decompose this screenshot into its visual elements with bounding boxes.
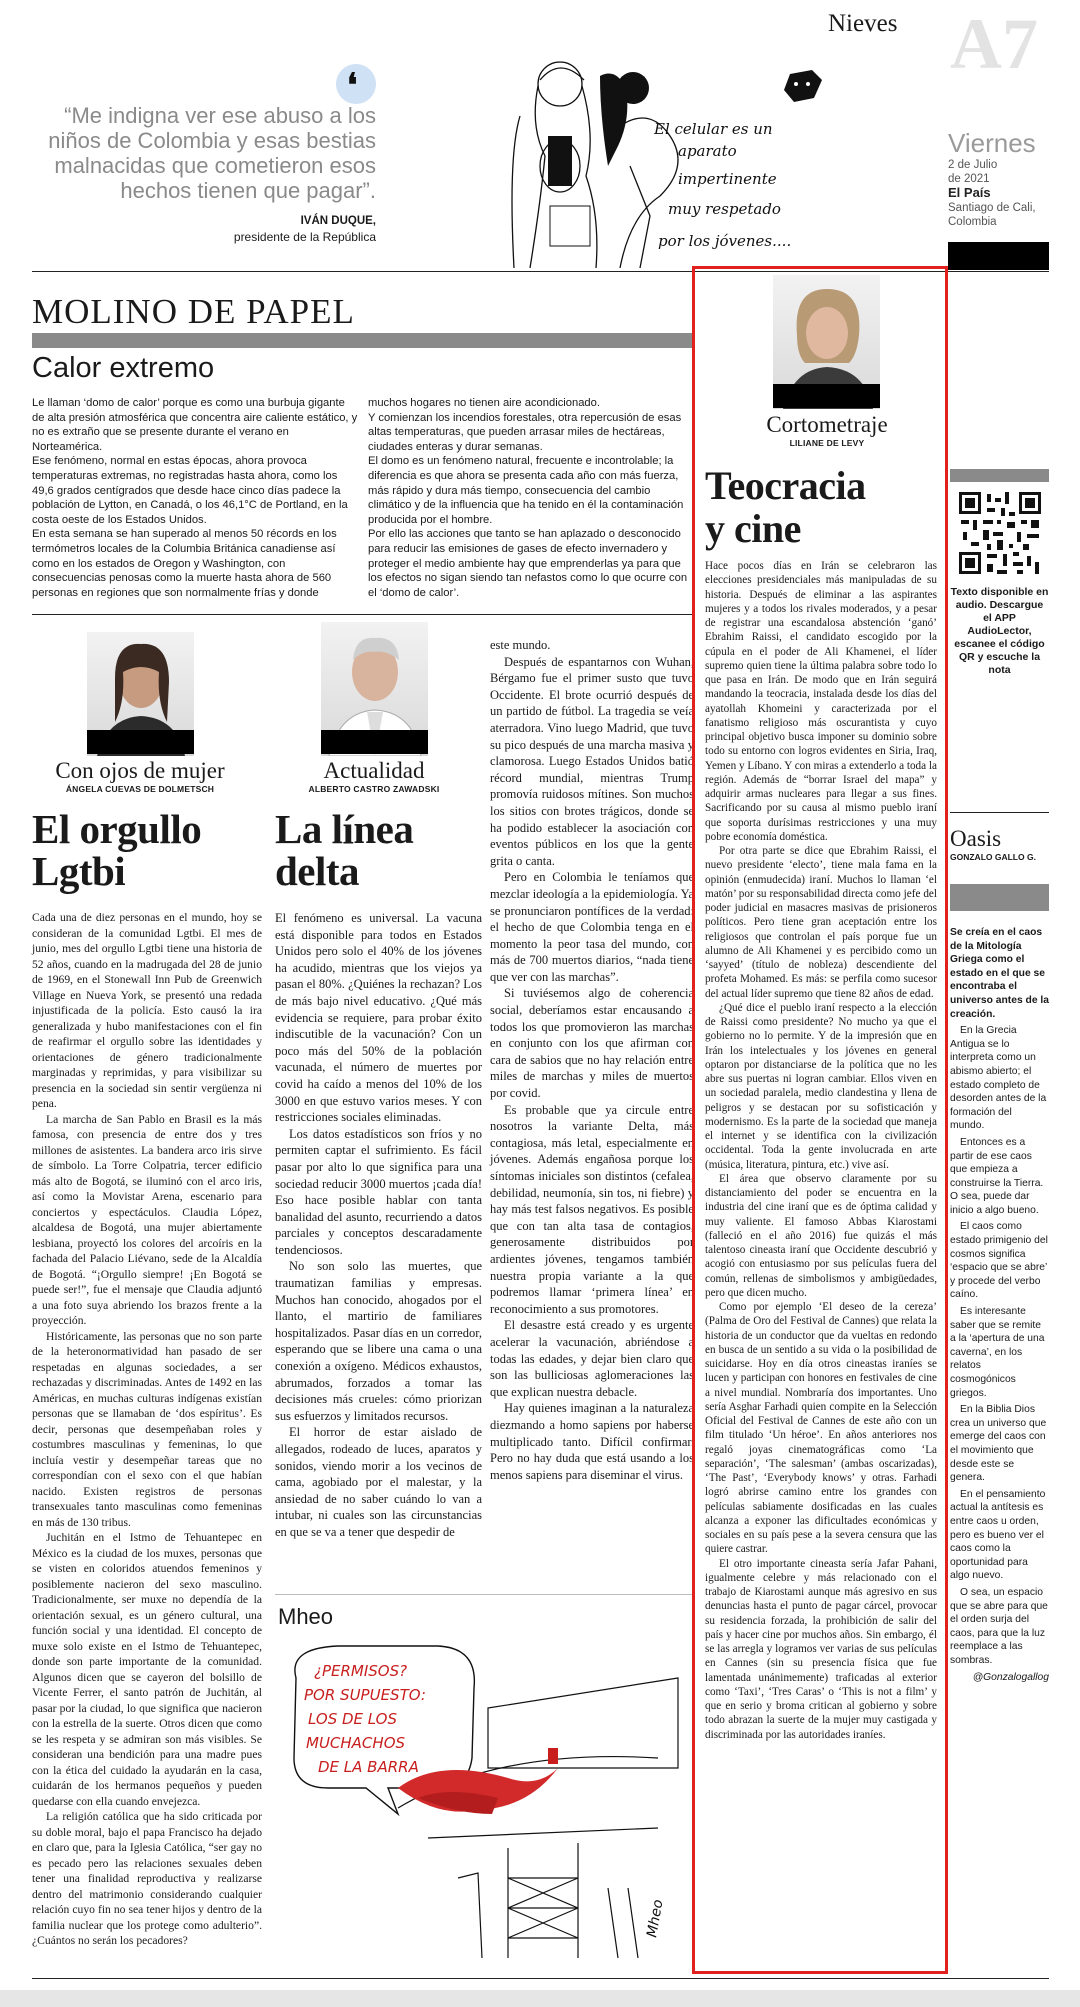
headline-delta xyxy=(275,808,482,892)
footer-rule xyxy=(32,1978,1049,1979)
article-paragraph: Si tuviésemos algo de coherencia social, deberíamos estar encausando a todos los que promovieron las marchas en conjunto con los que afirman con cara de sabios que no hay relación entre miles de marchas y miles de muertos por covid. xyxy=(490,986,694,1101)
article-body-delta-1 xyxy=(275,910,482,1541)
city-line xyxy=(948,201,1036,229)
editorial-gray-bar xyxy=(32,333,694,348)
editorial-paragraph: El domo es un fenómeno natural, frecuente e incontrolable; la diferencia es que ahora se presenta cada año con más fuerza, más rápido y dura más tiempo, consecuencia del cambio climático y de la influencia que ha tenido en él la contaminación producida por el hombre. xyxy=(368,455,684,526)
article-paragraph: El otro importante cineasta sería Jafar Pahani, igualmente celebre y más relacionado con el trabajo de Kiarostami aunque más agresivo en sus denuncias hasta el punto de pagar cárcel, provocar su residencia forzada, la prohibición de salir del país y hacer cine por muchos años. Sin embargo, él se las arregla y logramos ver varias de sus películas en Cannes (sin su presencia física que fue lamentada unánimemente) traficadas al exterior como ‘Taxi’, ‘Tres Caras’ o ‘This is not a film’ y que en serio y broma critican al gobierno y sobre todo abrazan la suerte de la mujer muy castigada y discriminada por las autoridades iraníes. xyxy=(705,1557,937,1741)
bubble-line: POR SUPUESTO: xyxy=(304,1686,426,1704)
bubble-line: MUCHACHOS xyxy=(306,1734,406,1752)
editorial-col-2 xyxy=(368,396,694,600)
bubble-line: ¿PERMISOS? xyxy=(314,1662,408,1680)
article-paragraph: ¿Qué dice el pueblo iraní respecto a la elección de Raissi como presidente? No mucho ya que el gobierno no lo permite. Y de la impresión que en Irán los intelectuales y los jóvenes en general optaron por distanciarse de la política que no les abre sus puertas ni logran cambiar. Ellos viven en un sociedad paralela, medio clandestina y llena de peligros y se destacan por su sofisticación y modernismo. Es la parte de la sociedad que maneja el internet y se identifica con la civilización occidental. Toda la gente involucrada en arte (música, literatura, pintura, etc.) vive así. xyxy=(705,1001,937,1171)
article-paragraph: La marcha de San Pablo en Brasil es la más famosa, con presencia de entre dos y tres millones de asistentes. La bandera arco iris sirve de símbolo. La Torre Colpatria, tercer edificio más alto de Bogotá, se iluminó con el arco iris, así como la Movistar Arena, escenario para conciertos y espectáculos. Claudia López, alcaldesa de Bogotá, una mujer abiertamente lesbiana, proyectó los colores del arcoíris en la fachada del Palacio Liévano, sede de la Alcaldía de Bogotá. “¡Orgullo siempre! ¡En Bogotá se puede ser!”, fue el mensaje que Claudia adjuntó a una foto suya abriendo los brazos frente a la proyección. xyxy=(32,1112,262,1327)
column-name-actualidad: Actualidad xyxy=(323,758,425,783)
article-paragraph: La religión católica que ha sido criticada por su doble moral, bajo el papa Francisco ha dejado en claro que, para la Iglesia Católica, “ser gay no es pecado pero las relaciones sexuales deben tener una finalidad reproductiva y realizarse dentro del matrimonio considerando cualquier relación cuyo fin no sea tener hijos y dentro de la familia nuclear que los protege como adulterio”. ¿Cuántos no serán los pecadores? xyxy=(32,1810,262,1947)
photo-black-bar xyxy=(321,730,428,754)
article-paragraph: Hace pocos días en Irán se celebraron las elecciones presidenciales más manipuladas de su historia. Después de eliminar a las aspirantes mujeres y a todos los rivales moderados, y a pesar de registrar una escandalosa abstención ‘ganó’ Ebrahim Raissi, el candidato escogido por la cúpula en el poder de Ali Khamenei, el líder supremo quien tiene la última palabra sobre todo lo que pasa en Irán. De modo que en Irán seguirá mandando la teocracia, instalada desde los días del ayatollah Khomeini y caracterizada por el fanatismo religioso más oscurantista y cuyo principal objetivo busca imponer su dominio sobre todo su entorno con logros evidentes en Siria, Iraq, Yemen y Líbano. Y con miras a extenderlo a toda la región. Además de “borrar Israel del mapa” y adquirir armas nucleares para llegar a sus fines. Sacrificando por su causa al mismo pueblo iraní que soporta durísimas restricciones y una muy pobre economía doméstica. xyxy=(705,560,937,843)
cartoon-signature: Mheo xyxy=(644,1898,667,1939)
oasis-paragraph: En el pensamiento actual la antítesis es entre caos u orden, pero es bueno ver el caos como la oportunidad para algo nuevo. xyxy=(950,1488,1046,1582)
header-black-bar xyxy=(948,242,1049,270)
date-day: 2 de Julio xyxy=(948,159,998,171)
editorial-paragraph: muchos hogares no tienen aire acondicionado. xyxy=(368,397,600,409)
article-paragraph: El horror de estar aislado de allegados, rodeado de luces, aparatos y sonidos, viendo morir a los vecinos de cama, agobiado por el malestar, y la ansiedad de no saber cuándo lo van a intubar, ni cuales son las circunstancias en que se va a tener que despedir de xyxy=(275,1425,482,1539)
date-year: de 2021 xyxy=(948,173,990,185)
editorial-paragraph: Y comienzan los incendios forestales, otra repercusión de esas altas temperaturas, que pueden arrasar miles de hectáreas, ciudades enteras y durar semanas. xyxy=(368,411,682,453)
quote-text: “Me indigna ver ese abuso a los niños de Colombia y esas bestias malnacidas que cometieron esos hechos tienen que pagar”. xyxy=(48,103,376,203)
cartoon-caption-4: muy respetado xyxy=(668,200,781,218)
headline-teocracia xyxy=(705,464,937,550)
article-body-teocracia xyxy=(705,559,937,1742)
oasis-body xyxy=(950,926,1049,1685)
author-gallo: GONZALO GALLO G. xyxy=(950,852,1036,862)
qr-gray-bar xyxy=(950,469,1049,482)
oasis-paragraph: Es interesante saber que se remite a la ‘apertura de una caverna’, en los relatos cosmogónicos griegos. xyxy=(950,1306,1045,1399)
cartoon-caption-1: El celular es un xyxy=(654,120,773,138)
cartoon-drawing xyxy=(278,1638,694,1968)
headline-line: Lgtbi xyxy=(32,848,126,894)
article-paragraph: El fenómeno es universal. La vacuna está disponible para todos en Estados Unidos pero solo el 40% de los jóvenes ha acudido, mientras que los viejos ya pasan el 80%. ¿Quiénes la rechazan? Los de más bajo nivel educativo. ¿Qué más evidencia se requiere, para probar éxito indiscutible de la vacunación? Con un poco más del 50% de la población vacunada, el número de muertes por covid ha caído a menos del 10% de los 3000 en que estuvo varios meses. Y con restricciones sociales eliminadas. xyxy=(275,911,482,1125)
cartoon-drawing xyxy=(500,46,890,268)
oasis-gray-bar xyxy=(950,884,1049,911)
quote-author: IVÁN DUQUE, xyxy=(300,215,376,227)
article-paragraph: Juchitán en el Istmo de Tehuantepec en México es la ciudad de los muxes, personas que se visten en coloridos atuendos femeninos y posiblemente nacieron del sexo masculino. Tradicionalmente, ser muxe no dependía de la orientación sexual, es un género cultural, una función social y una identidad. El concepto de muxe solo existe en el Istmo de Tehuantepec, donde son parte importante de la comunidad. Algunos dicen que se cayeron del bolsillo de Vicente Ferrer, el santo patrón de Juchitán, al pasar por la ciudad, lo que significa que nacieron con la estrella de la suerte. Otros dicen que como se les respeta y se admiran son más visibles. Se consideran una bendición para una madre pues con la ética del cuidado la ayudarán en la casa, cuidarán de los hermanos pequeños y pueden quedarse con ella cuando envejezca. xyxy=(32,1531,262,1808)
column-name-ojos: Con ojos de mujer xyxy=(55,758,225,783)
bubble-line: LOS DE LOS xyxy=(308,1710,398,1728)
date-weekday: Viernes xyxy=(948,128,1036,158)
article-paragraph: Es probable que ya circule entre nosotros la variante Delta, más contagiosa, más letal, especialmente en jóvenes. Además engañosa porque los síntomas iniciales son distintos (cefalea, debilidad, neumonía, sin tos, ni fiebre) y hay más test falsos negativos. Es posible que con tan alta tasa de contagios, generosamente distribuidos por ardientes jóvenes, tengamos también nuestra propia variante a la que podremos llamar ‘primera línea’ en reconocimiento a sus promotores. xyxy=(490,1102,694,1316)
top-cartoon xyxy=(500,46,890,268)
article-paragraph: este mundo. xyxy=(490,638,551,652)
oasis-lead: Se creía en el caos de la Mitología Griega como el estado en el que se encontraba el universo antes de la creación. xyxy=(950,927,1050,1020)
article-body-delta-2 xyxy=(490,637,694,1483)
newspaper-name: El País xyxy=(948,185,991,200)
article-paragraph: El desastre está creado y es urgente acelerar la vacunación, abriéndose a todas las edades, y dejar bien claro que son las bulliciosas aglomeraciones las que explican nuestra debacle. xyxy=(490,1318,694,1399)
headline-line: y cine xyxy=(705,506,801,551)
oasis-paragraph: En la Grecia Antigua se lo interpreta como un abismo abierto; el estado completo de desorden antes de la formación del mundo. xyxy=(950,1025,1047,1132)
qr-note: Texto disponible en audio. Descargue el APP AudioLector, escanee el código QR y escuche la nota xyxy=(950,586,1049,676)
editorial-col-1 xyxy=(32,396,360,600)
article-paragraph: Pero en Colombia le teníamos que mezclar ideología a la epidemiología. Ya se pronunciaron pontífices de la verdad: el hecho de que Colombia tenga en el momento la peor tasa del mundo, con más de 700 muertos diarios, “nada tiene que ver con las marchas”. xyxy=(490,870,694,984)
article-body-orgullo xyxy=(32,910,262,1949)
author-cuevas: ÁNGELA CUEVAS DE DOLMETSCH xyxy=(65,784,215,794)
editorial-rule xyxy=(32,614,694,615)
country-name: Colombia xyxy=(948,216,997,228)
qr-code-graphic xyxy=(957,490,1043,576)
article-paragraph: Por otra parte se dice que Ebrahim Raissi, el nuevo presidente ‘electo’, tiene mala fama en la opinión (enmudecida) iraní. Muchos lo llaman ‘el matón’ por su responsabilidad directa como jefe del poder judicial en masacres masivas de prisioneros políticos. Pero tiene gran aceptación entre los religiosos que controlan el país porque fue un alumno de Ali Khamenei y es percibido como un ‘sayyed’ (título de nobleza) descendiente del profeta Mohamed. Es más: se perfila como sucesor del actual líder supremo que tiene 82 años de edad. xyxy=(705,845,937,1000)
headline-line: La línea xyxy=(275,806,414,852)
article-paragraph: Históricamente, las personas que no son parte de la heteronormatividad han pasado de ser respetadas en algunas sociedades, a ser rechazadas y discriminadas. Antes de 1492 en las Américas, en muchas culturas indígenas existían personas que se llamaban de ‘dos espíritus’. Es decir, personas que desempeñaban roles y costumbres masculinas y femeninas, lo que incluía vestir y desempeñar tareas que no correspondían con el sexo con el que habían nacido. Existen registros de personas transexuales tanto masculinas como femeninas en más de 130 tribus. xyxy=(32,1329,262,1529)
author-castro: ALBERTO CASTRO ZAWADSKI xyxy=(308,784,440,794)
qr-code[interactable] xyxy=(957,490,1043,576)
editorial-paragraph: En esta semana se han superado al menos 50 récords en los termómetros locales de la Columbia Británica canadiense así como en los estados de Oregon y Washington, con consecuencias penosas como la muerte hasta ahora de 560 personas en regiones que son normalmente frías y donde xyxy=(32,528,337,599)
photo-black-bar xyxy=(773,384,880,408)
oasis-handle[interactable]: @Gonzalogallog xyxy=(972,1672,1049,1684)
article-paragraph: Como por ejemplo ‘El deseo de la cereza’ (Palma de Oro del Festival de Cannes) que relata la historia de un conductor que da vueltas en redondo en busca de un sentido a su vida o la posibilidad de suicidarse. Hoy en día otros cineastas iraníes se lucen y participan con honores en festivales de cine a nivel mundial. Nombraría dos importantes. Uno sería Asghar Farhadi quien compite en la Selección Oficial del Festival de Cannes de este año con un film titulado ‘Un héroe’. En años anteriores nos regaló joyas cinematográficas como ‘La separación’, ‘The salesman’ (ambas oscarizadas), ‘The Past’, ‘Everybody knows’ y otras. Farhadi logró abrirse camino entre los grandes con películas sabiamente dosificadas en las cuales alcanza a exponer las dificultades económicas y sociales en su país pese a la severa censura que las quiere castrar. xyxy=(705,1301,937,1556)
article-paragraph: El área que observo claramente por su distanciamiento del poder se encuentra en la industria del cine iraní que es de óptima calidad y muy valiente. El famoso Abbas Kiarostami (falleció en el año 2016) fue quizás el más talentoso cineasta iraní que Occidente descubrió y acogió con entusiasmo por sus películas fuera del común, rellenas de simbolismos y ambigüedades, pero que dicen mucho. xyxy=(705,1172,937,1299)
bubble-line: DE LA BARRA xyxy=(318,1758,419,1776)
city-name: Santiago de Cali, xyxy=(948,202,1036,214)
article-paragraph: No son solo las muertes, que traumatizan familias y empresas. Muchos han conocido, ahogados por el llanto, el martirio de familiares hospitalizados. Pasar días en un corredor, esperando que se libere una cama o una conexión a oxígeno. Médicos exhaustos, abrumados, forzados a tomar las decisiones más crueles: cómo priorizan sus esfuerzos y limitados recursos. xyxy=(275,1259,482,1423)
photo-black-bar xyxy=(87,730,194,754)
headline-orgullo xyxy=(32,808,262,892)
oasis-paragraph: El caos como estado primigenio del cosmos significa ‘espacio que se abre’ y procede del verbo caíno. xyxy=(950,1221,1048,1301)
date-line xyxy=(948,158,997,186)
cartoon-section-title: Mheo xyxy=(278,1604,334,1629)
headline-line: Teocracia xyxy=(705,463,866,508)
cartoon-caption-3: impertinente xyxy=(678,170,777,188)
article-paragraph: Cada una de diez personas en el mundo, hoy se consideran de la comunidad Lgtbi. El mes de junio, mes del orgullo Lgtbi tiene una historia de 52 años, cuando en la madrugada del 28 de junio de 1969, en el Stonewall Inn Pub de Greenwich Village en Nueva York, se presentó una redada injustificada de la policía. Esto causó la ira generalizada y hubo manifestaciones con el fin de reafirmar el orgullo sobre las identidades y orientaciones de género tradicionalmente marginadas y reprimidas, y para visibilizar su presencia en la sociedad sin sentir vergüenza ni pena. xyxy=(32,911,262,1110)
cartoon-caption-2: aparato xyxy=(678,142,737,160)
editorial-paragraph: Ese fenómeno, normal en estas épocas, ahora provoca temperaturas extremas, no registradas hasta ahora, como los 49,6 grados centígrados que desde hace cinco días padece la población de Lytton, en Canadá, o los 46,1°C de Portland, en la costa oeste de los Estados Unidos. xyxy=(32,455,348,526)
oasis-paragraph: En la Biblia Dios crea un universo que emerge del caos con el movimiento que desde este se genera. xyxy=(950,1404,1047,1484)
page-number: A7 xyxy=(950,4,1038,84)
cartoon-caption-5: por los jóvenes.... xyxy=(658,232,792,250)
oasis-paragraph: O sea, un espacio que se abre para que el orden surja del caos, para que la luz reemplace a las sombras. xyxy=(950,1586,1048,1666)
section-name: Nieves xyxy=(828,10,898,37)
quote-icon: ❛ xyxy=(336,64,376,104)
headline-line: El orgullo xyxy=(32,806,202,852)
column-name-corto: Cortometraje xyxy=(766,412,888,437)
editorial-section-title: MOLINO DE PAPEL xyxy=(32,292,355,331)
footer-band xyxy=(0,1990,1080,2007)
quote-role: presidente de la República xyxy=(233,230,376,244)
oasis-paragraph: Entonces es a partir de ese caos que empieza a construirse la Tierra. O sea, puede dar inicio a algo bueno. xyxy=(950,1136,1044,1216)
column-name-oasis: Oasis xyxy=(950,826,1002,851)
mheo-cartoon xyxy=(278,1638,694,1968)
mheo-rule xyxy=(275,1594,694,1595)
article-paragraph: Hay quienes imaginan a la naturaleza diezmando a homo sapiens por haberse multiplicado tanto. Difícil confirmar. Pero no hay duda que está usando a los menos sapiens para diseminar el virus. xyxy=(490,1401,694,1482)
author-levy: LILIANE DE LEVY xyxy=(789,438,865,448)
qr-rule xyxy=(950,812,1049,813)
article-paragraph: Después de espantarnos con Wuhan, Bérgamo fue el primer susto que tuvo Occidente. El brote ocurrió después de un partido de fútbol. La tragedia se veía aterradora. Vino luego Madrid, que tuvo su pico después de una marcha masiva y clamorosa. Luego Estados Unidos batió récord mundial, mientras Trump promovía ruidosos mítines. Son muchos los sitios con brotes trágicos, donde se ha podido establecer la asociación con eventos públicos en los que la gente grita o canta. xyxy=(490,654,694,868)
editorial-title: Calor extremo xyxy=(32,352,215,384)
editorial-paragraph: Le llaman ‘domo de calor’ porque es como una burbuja gigante de alta presión atmosférica que concentra aire caliente estático, y no es extraño que se presente durante el verano en Norteamérica. xyxy=(32,397,358,453)
article-paragraph: Los datos estadísticos son fríos y no permiten captar el sufrimiento. Es fácil pasar por alto lo que significa para una sociedad reducir 3000 muertos ¡cada día! Eso hace posible hablar con tanta banalidad del asunto, recurriendo a datos parciales y conceptos descaradamente tendenciosos. xyxy=(275,1126,482,1257)
editorial-paragraph: Por ello las acciones que tanto se han aplazado o desconocido para reducir las emisiones de gases de efecto invernadero y proteger el medio ambiente hay que emprenderlas ya para que los efectos no sigan siendo tan nefastos como lo que ocurre con el ‘domo de calor’. xyxy=(368,528,688,599)
headline-line: delta xyxy=(275,848,360,894)
